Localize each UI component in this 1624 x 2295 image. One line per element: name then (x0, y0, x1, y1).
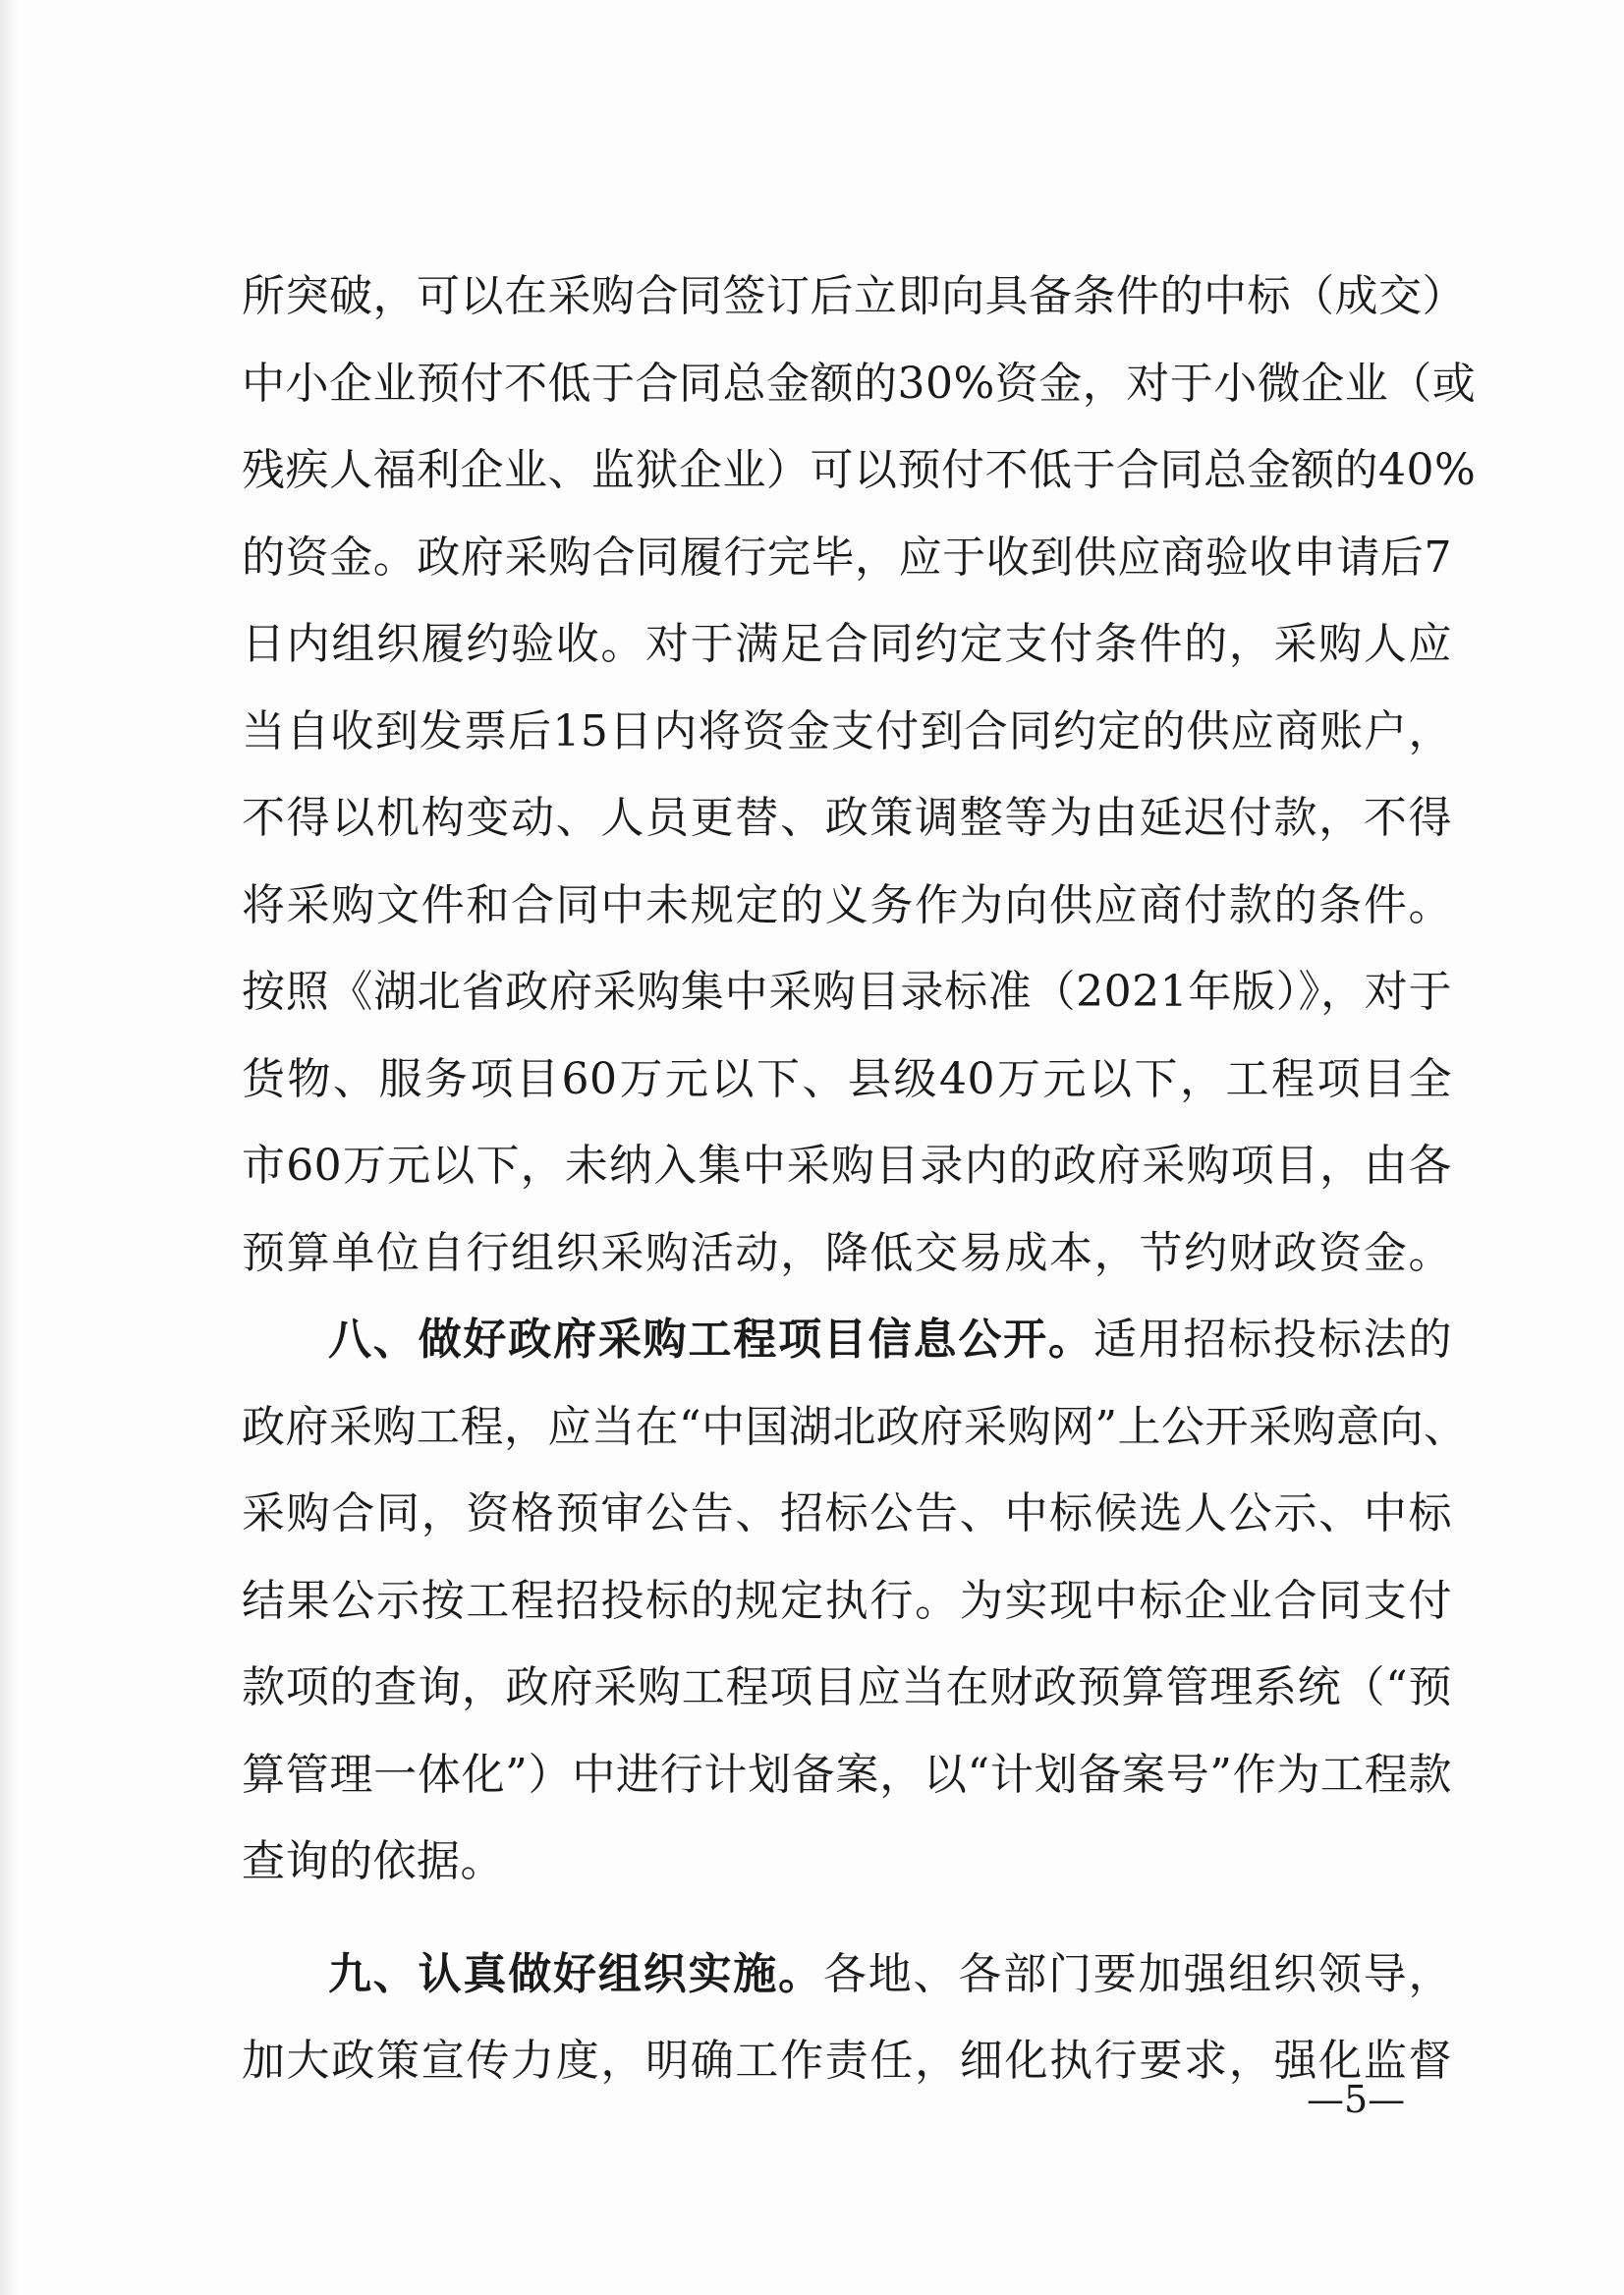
text-line: 结果公示按工程招投标的规定执行。为实现中标企业合同支付 (242, 1575, 1452, 1626)
text-line: 不得以机构变动、人员更替、政策调整等为由延迟付款，不得 (242, 793, 1452, 843)
text-line: 加大政策宣传力度，明确工作责任，细化执行要求，强化监督 (242, 2036, 1452, 2086)
text-line: 市60万元以下，未纳入集中采购目录内的政府采购项目，由各 (242, 1141, 1452, 1191)
section-8-first-line (242, 1297, 1452, 1384)
text-line: 查询的依据。 (242, 1836, 504, 1886)
text-line: 政府采购工程，应当在“中国湖北政府采购网”上公开采购意向、 (242, 1401, 1468, 1452)
text-line: 预算单位自行组织采购活动，降低交易成本，节约财政资金。 (242, 1227, 1452, 1278)
section-9-first-line (242, 1931, 1452, 2019)
scan-edge-shadow (0, 0, 18, 2295)
section-9-heading: 九、认真做好组织实施。 (328, 1948, 823, 1999)
text-line: 算管理一体化”）中进行计划备案，以“计划备案号”作为工程款 (242, 1749, 1452, 1800)
text-line: 将采购文件和合同中未规定的义务作为向供应商付款的条件。 (242, 879, 1452, 930)
section-9-text: 各地、各部门要加强组织领导， (822, 1948, 1452, 1999)
text-line: 款项的查询，政府采购工程项目应当在财政预算管理系统（“预 (242, 1662, 1452, 1712)
text-line: 货物、服务项目60万元以下、县级40万元以下，工程项目全 (242, 1053, 1452, 1104)
text-line: 的资金。政府采购合同履行完毕，应于收到供应商验收申请后7 (242, 532, 1452, 583)
text-line: 所突破，可以在采购合同签订后立即向具备条件的中标（成交） (242, 271, 1466, 321)
text-line: 当自收到发票后15日内将资金支付到合同约定的供应商账户， (242, 705, 1452, 756)
text-line: 按照《湖北省政府采购集中采购目录标准（2021年版）》，对于 (242, 967, 1452, 1017)
text-line: 中小企业预付不低于合同总金额的30%资金，对于小微企业（或 (242, 358, 1477, 409)
text-line: 采购合同，资格预审公告、招标公告、中标候选人公示、中标 (242, 1488, 1452, 1539)
body-text (242, 253, 1477, 2105)
section-8-text: 适用招标投标法的 (1092, 1315, 1452, 1365)
text-line: 残疾人福利企业、监狱企业）可以预付不低于合同总金额的40% (242, 445, 1477, 495)
page-number: —5— (1307, 2078, 1406, 2121)
section-8-heading: 八、做好政府采购工程项目信息公开。 (328, 1315, 1093, 1365)
text-line: 日内组织履约验收。对于满足合同约定支付条件的，采购人应 (242, 619, 1452, 669)
